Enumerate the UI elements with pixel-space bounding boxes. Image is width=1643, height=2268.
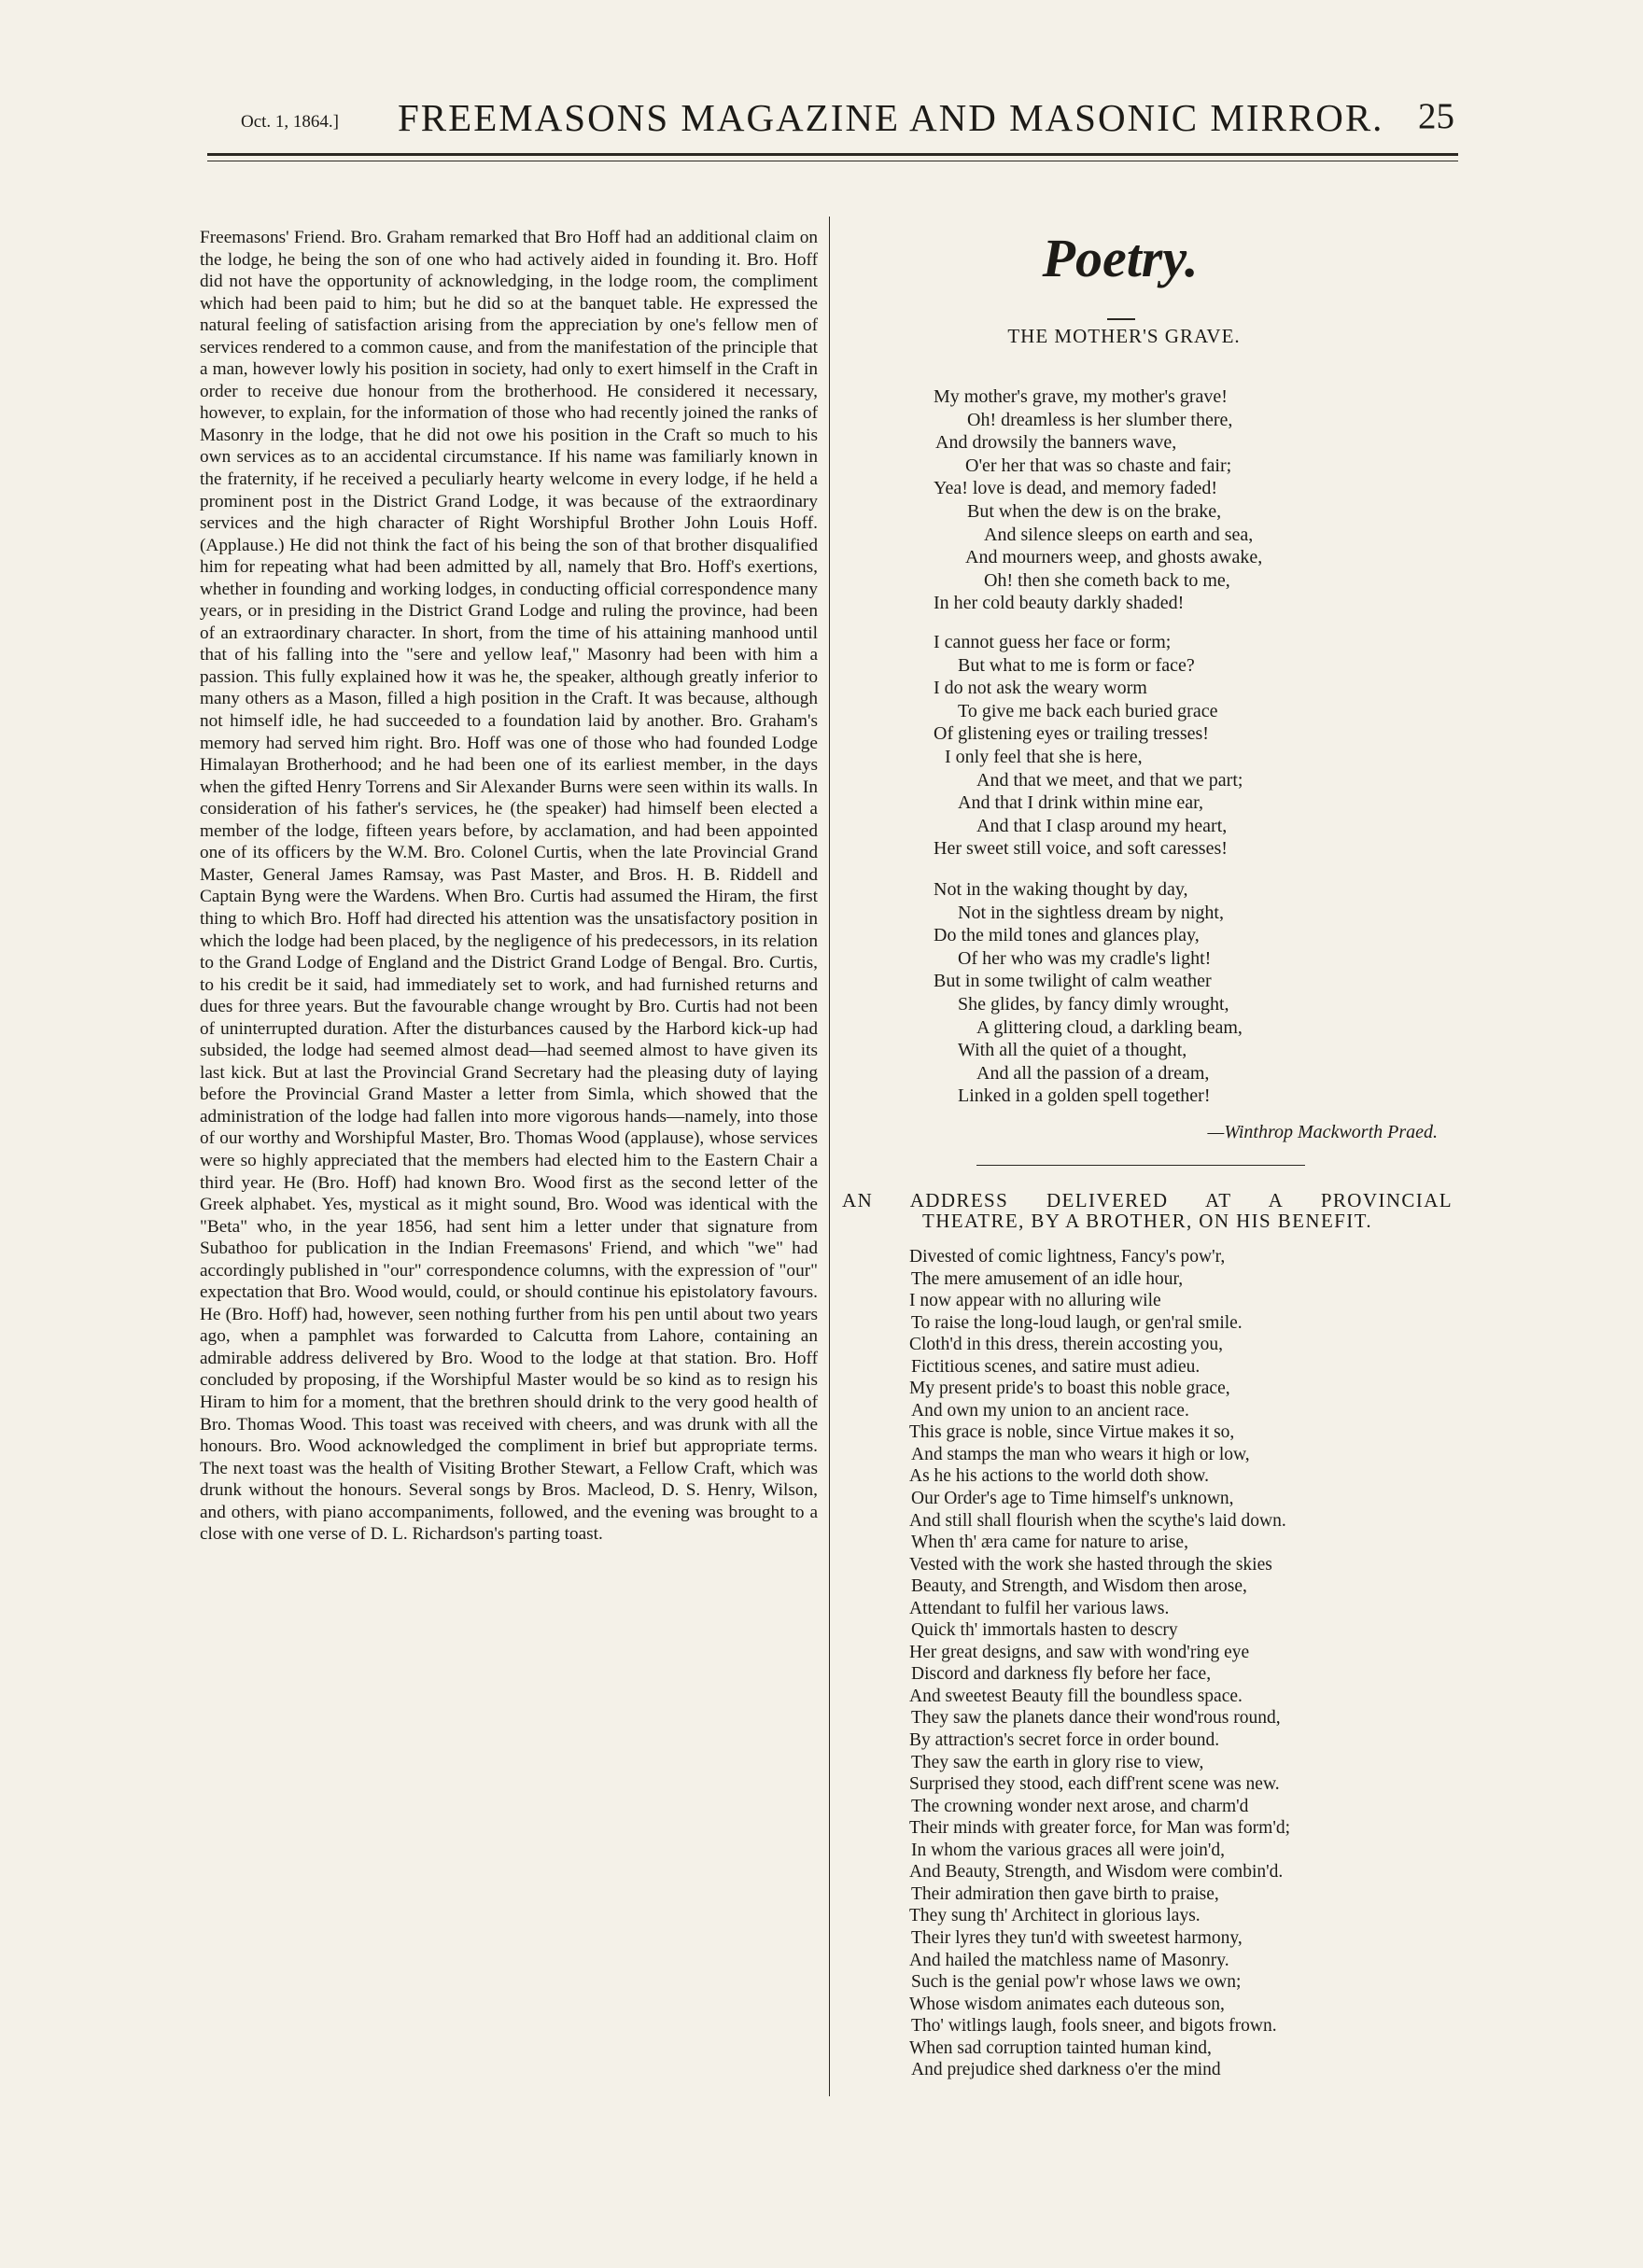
- verse-line: Discord and darkness fly before her face,: [911, 1664, 1212, 1685]
- verse-line: Their lyres they tun'd with sweetest harmony,: [911, 1927, 1243, 1948]
- poem-line: And all the passion of a dream,: [976, 1062, 1210, 1084]
- verse-line: Fictitious scenes, and satire must adieu.: [911, 1356, 1201, 1377]
- poem-line: Yea! love is dead, and memory faded!: [934, 478, 1217, 499]
- heading-dash: [1107, 318, 1135, 320]
- verse-line: My present pride's to boast this noble grace,: [909, 1379, 1230, 1399]
- verse-line: Quick th' immortals hasten to descry: [911, 1620, 1178, 1641]
- issue-date: Oct. 1, 1864.]: [241, 112, 340, 132]
- verse-line: In whom the various graces all were join'd,: [911, 1840, 1225, 1860]
- poetry-section-heading: Poetry.: [1042, 228, 1199, 288]
- address-title: [842, 1190, 1453, 1231]
- verse-line: Whose wisdom animates each duteous son,: [909, 1994, 1225, 2014]
- poem-line: Oh! then she cometh back to me,: [984, 569, 1230, 591]
- poem-line: My mother's grave, my mother's grave!: [934, 386, 1228, 407]
- verse-line: By attraction's secret force in order bound.: [909, 1730, 1220, 1751]
- poem-stanza-2: [934, 631, 1438, 861]
- verse-line: Vested with the work she hasted through the skies: [909, 1554, 1272, 1575]
- verse-line: Her great designs, and saw with wond'ring eye: [909, 1642, 1250, 1662]
- verse-line: And hailed the matchless name of Masonry.: [909, 1950, 1229, 1970]
- poem-line: Oh! dreamless is her slumber there,: [967, 409, 1233, 430]
- page-header: [241, 93, 1454, 144]
- verse-line: Cloth'd in this dress, therein accosting you,: [909, 1335, 1224, 1355]
- poem-line: I cannot guess her face or form;: [934, 632, 1172, 652]
- verse-line: Attendant to fulfil her various laws.: [909, 1598, 1170, 1618]
- verse-line: Their admiration then gave birth to praise,: [911, 1883, 1219, 1904]
- poem-stanza-3: [934, 878, 1438, 1108]
- verse-line: And Beauty, Strength, and Wisdom were combin'd.: [909, 1862, 1284, 1883]
- poem-line: To give me back each buried grace: [958, 700, 1218, 721]
- poem-line: But in some twilight of calm weather: [934, 971, 1212, 992]
- verse-line: As he his actions to the world doth show.: [909, 1466, 1209, 1487]
- verse-line: I now appear with no alluring wile: [909, 1291, 1161, 1311]
- verse-line: When th' æra came for nature to arise,: [911, 1533, 1188, 1553]
- poem-author: —Winthrop Mackworth Praed.: [1207, 1122, 1438, 1142]
- verse-line: Surprised they stood, each diff'rent scene was new.: [909, 1774, 1280, 1795]
- page-number: 25: [1418, 96, 1454, 136]
- verse-line: And prejudice shed darkness o'er the mind: [911, 2060, 1221, 2080]
- poem-line: Do the mild tones and glances play,: [934, 925, 1200, 946]
- section-divider: [976, 1165, 1305, 1166]
- poem-line: O'er her that was so chaste and fair;: [965, 455, 1232, 476]
- article-continuation-text: Freemasons' Friend. Bro. Graham remarked that Bro Hoff had an additional claim on the lodge, he being the son of one who had actively aided in founding it. Bro. Hoff did not have the opportunity of acknowledging, in the lodge room, the compliment which had been paid to him; but he did so at the banquet table. He expressed the natural feeling of satisfaction arising from the appreciation by one's fellow men of services rendered to a common cause, and from the manifestation of the principle that a man, however lowly his position in society, had only to exert himself in the Craft in order to receive due honour from the brotherhood. He considered it necessary, however, to explain, for the information of those who had recently joined the ranks of Masonry in the lodge, that he did not owe his position in the Craft so much to his own services as to an accidental circumstance. If his name was familiarly known in the fraternity, if he received a peculiarly hearty welcome in every lodge, if he held a prominent post in the District Grand Lodge, it was because of the extraordinary services and the high character of Right Worshipful Brother John Louis Hoff. (Applause.) He did not think the fact of his being the son of that brother disqualified him for repeating what had been admitted by all, namely that Bro. Hoff's exertions, whether in founding and working lodges, in conducting official correspondence many years, or in presiding in the District Grand Lodge and ruling the province, had been of an extraordinary character. In short, from the time of his attaining manhood until that of his falling into the "sere and yellow leaf," Masonry had been with him a passion. This fully explained how it was he, the speaker, although greatly inferior to many others as a Mason, filled a high position in the Craft. It was because, although not himself idle, he had succeeded to a foundation laid by another. Bro. Graham's memory had served him right. Bro. Hoff was one of those who had founded Lodge Himalayan Brotherhood; and he had been one of its earliest member, in the days when the gifted Henry Torrens and Sir Alexander Burns were seen within its walls. In consideration of his father's services, he (the speaker) had himself been elected a member of the lodge, fifteen years before, by acclamation, and had been appointed one of its officers by the W.M. Bro. Colonel Curtis, when the late Provincial Grand Master, General James Ramsay, was Past Master, and Bros. H. B. Riddell and Captain Byng were the Wardens. When Bro. Curtis had assumed the Hiram, the first thing to which Bro. Hoff had directed his attention was the unsatisfactory position in which the lodge had been placed, by the negligence of his predecessors, in its relation to the Grand Lodge of England and the District Grand Lodge of Bengal. Bro. Curtis, to his credit be it said, had immediately set to work, and had furnished returns and dues for three years. But the favourable change wrought by Bro. Curtis had not been of uninterrupted duration. After the disturbances caused by the Harbord kick-up had subsided, the lodge had seemed almost dead—had seemed almost to have given its last kick. But at last the Provincial Grand Secretary had the pleasing duty of laying before the Provincial Grand Master a letter from Simla, which showed that the administration of the lodge had fallen into more vigorous hands—namely, into those of our worthy and Worshipful Master, Bro. Thomas Wood (applause), whose services were so highly appreciated that the members had elected him to the Eastern Chair a third year. He (Bro. Hoff) had known Bro. Wood first as the second letter of the Greek alphabet. Yes, mystical as it might sound, Bro. Wood was identical with the "Beta" who, in the year 1856, had sent him a letter under that signature from Subathoo for publication in the Indian Freemasons' Friend, and which "we" had accordingly published in "our" correspondence columns, with the expression of "our" expectation that Bro. Wood would, could, or should continue his epistolatory favours. He (Bro. Hoff) had, however, seen nothing further from his pen until about two years ago, when a pamphlet was forwarded to Calcutta from Lahore, containing an admirable address delivered by Bro. Wood to the lodge at that station. Bro. Hoff concluded by proposing, if the Worshipful Master would be so kind as to resign his Hiram to him for a moment, that the brethren should drink to the very good health of Bro. Thomas Wood. This toast was received with cheers, and was drunk with all the honours. Bro. Wood acknowledged the compliment in brief but appropriate terms. The next toast was the health of Visiting Brother Stewart, a Fellow Craft, which was drunk without the honours. Several songs by Bros. Macleod, D. S. Henry, Wilson, and others, with piano accompaniments, followed, and the evening was brought to a close with one verse of D. L. Richardson's parting toast.: [200, 228, 818, 1545]
- poem-line: And that I drink within mine ear,: [958, 792, 1204, 814]
- poem-line: With all the quiet of a thought,: [958, 1040, 1187, 1061]
- poem-line: She glides, by fancy dimly wrought,: [958, 993, 1229, 1015]
- masthead-title: FREEMASONS MAGAZINE AND MASONIC MIRROR.: [398, 96, 1384, 139]
- verse-line: They saw the earth in glory rise to view,: [911, 1752, 1204, 1772]
- poem-line: And silence sleeps on earth and sea,: [984, 524, 1254, 545]
- verse-line: They sung th' Architect in glorious lays.: [909, 1906, 1201, 1926]
- verse-line: Beauty, and Strength, and Wisdom then arose,: [911, 1576, 1247, 1597]
- column-divider: [829, 217, 830, 2096]
- poem-title: THE MOTHER'S GRAVE.: [1007, 325, 1241, 347]
- poem-line: Her sweet still voice, and soft caresses!: [934, 838, 1228, 860]
- verse-line: To raise the long-loud laugh, or gen'ral smile.: [911, 1312, 1243, 1333]
- verse-line: Tho' witlings laugh, fools sneer, and bigots frown.: [911, 2016, 1277, 2037]
- verse-line: Their minds with greater force, for Man was form'd;: [909, 1818, 1291, 1839]
- poem-line: And mourners weep, and ghosts awake,: [965, 547, 1263, 568]
- poem-line: Of her who was my cradle's light!: [958, 947, 1212, 969]
- poem-line: I only feel that she is here,: [945, 746, 1143, 767]
- poem-line: In her cold beauty darkly shaded!: [934, 593, 1185, 614]
- poem-line: Linked in a golden spell together!: [958, 1085, 1211, 1107]
- verse-line: The mere amusement of an idle hour,: [911, 1268, 1184, 1289]
- verse-line: And stamps the man who wears it high or low,: [911, 1444, 1250, 1464]
- address-verse: [909, 1246, 1451, 2081]
- poem-line: And drowsily the banners wave,: [935, 432, 1177, 454]
- verse-line: When sad corruption tainted human kind,: [909, 2037, 1212, 2058]
- poem-line: Of glistening eyes or trailing tresses!: [934, 723, 1209, 745]
- poem-stanza-1: [934, 385, 1438, 615]
- verse-line: Such is the genial pow'r whose laws we own;: [911, 1972, 1242, 1993]
- poem-line: But what to me is form or face?: [958, 654, 1195, 676]
- poem-line: A glittering cloud, a darkling beam,: [976, 1016, 1243, 1038]
- verse-line: And own my union to an ancient race.: [911, 1400, 1189, 1421]
- poem-line: Not in the sightless dream by night,: [958, 902, 1224, 923]
- verse-line: And sweetest Beauty fill the boundless space.: [909, 1686, 1243, 1706]
- poem-line: But when the dew is on the brake,: [967, 500, 1222, 522]
- verse-line: This grace is noble, since Virtue makes it so,: [909, 1422, 1235, 1443]
- address-title-line-2: THEATRE, BY A BROTHER, ON HIS BENEFIT.: [922, 1210, 1372, 1232]
- verse-line: Divested of comic lightness, Fancy's pow'r,: [909, 1247, 1226, 1267]
- address-title-line-1: AN ADDRESS DELIVERED AT A PROVINCIAL: [842, 1189, 1453, 1211]
- poem-line: And that I clasp around my heart,: [976, 815, 1228, 836]
- verse-line: And still shall flourish when the scythe's laid down.: [909, 1510, 1286, 1531]
- verse-line: They saw the planets dance their wond'rous round,: [911, 1708, 1281, 1729]
- verse-line: Our Order's age to Time himself's unknown,: [911, 1489, 1234, 1509]
- verse-line: The crowning wonder next arose, and charm'd: [911, 1796, 1249, 1816]
- poem-line: I do not ask the weary worm: [934, 678, 1147, 699]
- poem-line: And that we meet, and that we part;: [976, 769, 1243, 791]
- header-rule-thick: [207, 153, 1458, 156]
- poem-line: Not in the waking thought by day,: [934, 879, 1188, 900]
